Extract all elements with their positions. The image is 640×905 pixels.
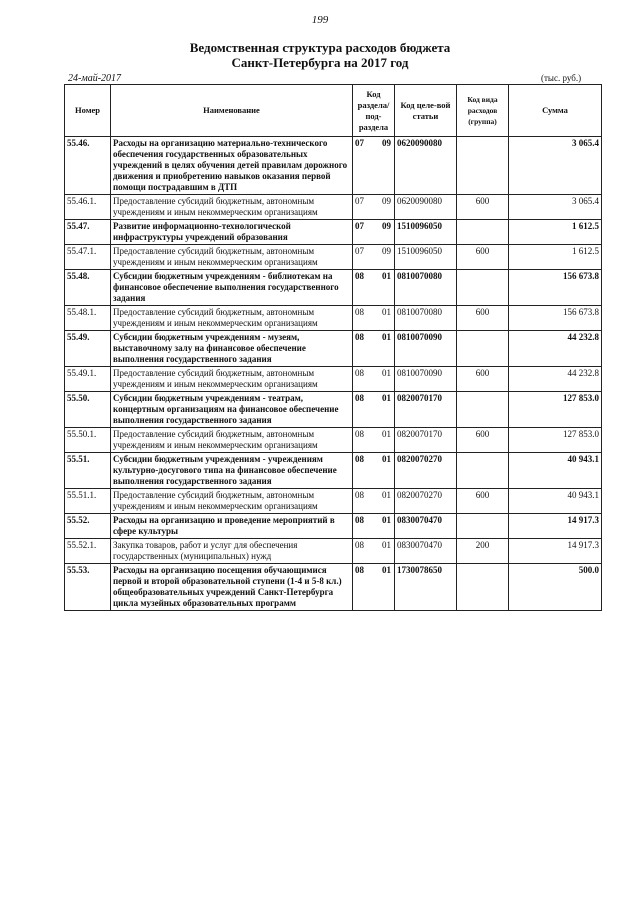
table-row bbox=[65, 367, 602, 392]
title-line-1: Ведомственная структура расходов бюджета bbox=[189, 40, 451, 55]
table-row bbox=[65, 514, 602, 539]
row-sum: 14 917.3 bbox=[509, 514, 602, 539]
table-row bbox=[65, 392, 602, 428]
row-expense-kind: 600 bbox=[457, 306, 509, 331]
row-expense-kind bbox=[457, 270, 509, 306]
row-number: 55.50. bbox=[65, 392, 111, 428]
row-number: 55.49.1. bbox=[65, 367, 111, 392]
row-name: Субсидии бюджетным учреждениям - учреждениям культурно-досугового типа на финансовое обеспечение выполнения государственного задания bbox=[111, 453, 353, 489]
row-number: 55.53. bbox=[65, 564, 111, 611]
row-number: 55.51. bbox=[65, 453, 111, 489]
row-sum: 14 917.3 bbox=[509, 539, 602, 564]
table-row bbox=[65, 245, 602, 270]
subsection-code: 01 bbox=[382, 565, 391, 575]
row-section-code bbox=[353, 367, 395, 392]
row-number: 55.46. bbox=[65, 137, 111, 195]
table-header-row bbox=[65, 85, 602, 137]
row-expense-kind bbox=[457, 392, 509, 428]
row-name: Предоставление субсидий бюджетным, автономным учреждениям и иным некоммерческим организациям bbox=[111, 245, 353, 270]
row-expense-kind: 600 bbox=[457, 428, 509, 453]
row-article-code: 0620090080 bbox=[395, 137, 457, 195]
row-section-code bbox=[353, 220, 395, 245]
row-article-code: 0820070170 bbox=[395, 392, 457, 428]
row-sum: 127 853.0 bbox=[509, 428, 602, 453]
row-number: 55.47. bbox=[65, 220, 111, 245]
section-code: 08 bbox=[355, 429, 364, 439]
row-expense-kind bbox=[457, 220, 509, 245]
table-row bbox=[65, 539, 602, 564]
row-sum: 127 853.0 bbox=[509, 392, 602, 428]
row-name: Расходы на организацию и проведение мероприятий в сфере культуры bbox=[111, 514, 353, 539]
row-expense-kind bbox=[457, 137, 509, 195]
row-name: Закупка товаров, работ и услуг для обеспечения государственных (муниципальных) нужд bbox=[111, 539, 353, 564]
row-name: Предоставление субсидий бюджетным, автономным учреждениям и иным некоммерческим организациям bbox=[111, 367, 353, 392]
header-article: Код целе-вой статьи bbox=[395, 85, 457, 137]
row-section-code bbox=[353, 489, 395, 514]
row-sum: 3 065.4 bbox=[509, 195, 602, 220]
row-article-code: 0820070270 bbox=[395, 489, 457, 514]
row-expense-kind bbox=[457, 514, 509, 539]
table-row bbox=[65, 331, 602, 367]
row-name: Субсидии бюджетным учреждениям - музеям, выставочному залу на финансовое обеспечение выполнения государственного задания bbox=[111, 331, 353, 367]
row-article-code: 0820070270 bbox=[395, 453, 457, 489]
subsection-code: 09 bbox=[382, 138, 391, 148]
subsection-code: 01 bbox=[382, 454, 391, 464]
section-code: 07 bbox=[355, 138, 364, 148]
section-code: 08 bbox=[355, 332, 364, 342]
row-article-code: 0830070470 bbox=[395, 514, 457, 539]
subsection-code: 01 bbox=[382, 271, 391, 281]
row-sum: 1 612.5 bbox=[509, 220, 602, 245]
header-number: Номер bbox=[65, 85, 111, 137]
row-section-code bbox=[353, 539, 395, 564]
row-expense-kind bbox=[457, 331, 509, 367]
row-number: 55.47.1. bbox=[65, 245, 111, 270]
row-sum: 156 673.8 bbox=[509, 270, 602, 306]
row-sum: 40 943.1 bbox=[509, 453, 602, 489]
row-sum: 40 943.1 bbox=[509, 489, 602, 514]
title-line-2: Санкт-Петербурга на 2017 год bbox=[231, 55, 409, 70]
section-code: 08 bbox=[355, 565, 364, 575]
subsection-code: 01 bbox=[382, 540, 391, 550]
table-row bbox=[65, 270, 602, 306]
row-number: 55.49. bbox=[65, 331, 111, 367]
row-section-code bbox=[353, 245, 395, 270]
subsection-code: 01 bbox=[382, 429, 391, 439]
table-row bbox=[65, 220, 602, 245]
row-expense-kind: 600 bbox=[457, 245, 509, 270]
header-section: Код раздела/ под-раздела bbox=[353, 85, 395, 137]
header-kind: Код вида расходов (группа) bbox=[457, 85, 509, 137]
subsection-code: 01 bbox=[382, 490, 391, 500]
row-number: 55.52.1. bbox=[65, 539, 111, 564]
subsection-code: 01 bbox=[382, 368, 391, 378]
row-name: Предоставление субсидий бюджетным, автономным учреждениям и иным некоммерческим организациям bbox=[111, 428, 353, 453]
row-section-code bbox=[353, 331, 395, 367]
document-date: 24-май-2017 bbox=[68, 73, 122, 84]
row-sum: 3 065.4 bbox=[509, 137, 602, 195]
table-row bbox=[65, 306, 602, 331]
subsection-code: 09 bbox=[382, 221, 391, 231]
section-code: 08 bbox=[355, 540, 364, 550]
table-row bbox=[65, 453, 602, 489]
row-expense-kind bbox=[457, 453, 509, 489]
row-expense-kind: 600 bbox=[457, 489, 509, 514]
row-article-code: 0810070090 bbox=[395, 367, 457, 392]
row-section-code bbox=[353, 392, 395, 428]
document-title bbox=[0, 40, 640, 70]
subsection-code: 01 bbox=[382, 393, 391, 403]
table-row bbox=[65, 489, 602, 514]
budget-table bbox=[64, 84, 602, 611]
table-body bbox=[65, 137, 602, 611]
section-code: 07 bbox=[355, 196, 364, 206]
row-sum: 156 673.8 bbox=[509, 306, 602, 331]
row-section-code bbox=[353, 195, 395, 220]
row-article-code: 0620090080 bbox=[395, 195, 457, 220]
subsection-code: 01 bbox=[382, 515, 391, 525]
row-sum: 1 612.5 bbox=[509, 245, 602, 270]
row-name: Расходы на организацию материально-технического обеспечения государственных образовательных учреждений в целях обучения детей правилам дорожного движения и приобретению навыков оказания первой помощи пострадавшим в ДТП bbox=[111, 137, 353, 195]
table-row bbox=[65, 428, 602, 453]
subsection-code: 01 bbox=[382, 307, 391, 317]
row-name: Расходы на организацию посещения обучающимися первой и второй образовательной ступени (1-4 и 5-8 кл.) общеобразовательных учреждений Санкт-Петербурга цикла музейных образовательных программ bbox=[111, 564, 353, 611]
row-sum: 44 232.8 bbox=[509, 331, 602, 367]
section-code: 08 bbox=[355, 368, 364, 378]
row-expense-kind: 600 bbox=[457, 195, 509, 220]
row-expense-kind: 600 bbox=[457, 367, 509, 392]
row-section-code bbox=[353, 453, 395, 489]
row-number: 55.48.1. bbox=[65, 306, 111, 331]
row-name: Предоставление субсидий бюджетным, автономным учреждениям и иным некоммерческим организациям bbox=[111, 195, 353, 220]
row-section-code bbox=[353, 514, 395, 539]
units-label: (тыс. руб.) bbox=[541, 73, 582, 83]
row-name: Субсидии бюджетным учреждениям - библиотекам на финансовое обеспечение выполнения государственного задания bbox=[111, 270, 353, 306]
table-row bbox=[65, 137, 602, 195]
row-article-code: 0830070470 bbox=[395, 539, 457, 564]
row-name: Субсидии бюджетным учреждениям - театрам, концертным организациям на финансовое обеспечение выполнения государственного задания bbox=[111, 392, 353, 428]
section-code: 08 bbox=[355, 515, 364, 525]
subsection-code: 09 bbox=[382, 246, 391, 256]
section-code: 08 bbox=[355, 454, 364, 464]
row-section-code bbox=[353, 306, 395, 331]
row-section-code bbox=[353, 564, 395, 611]
header-sum: Сумма bbox=[509, 85, 602, 137]
table-row bbox=[65, 195, 602, 220]
table-row bbox=[65, 564, 602, 611]
section-code: 07 bbox=[355, 221, 364, 231]
section-code: 08 bbox=[355, 490, 364, 500]
row-expense-kind bbox=[457, 564, 509, 611]
page-number: 199 bbox=[311, 14, 329, 26]
row-number: 55.51.1. bbox=[65, 489, 111, 514]
row-article-code: 1510096050 bbox=[395, 245, 457, 270]
row-article-code: 1510096050 bbox=[395, 220, 457, 245]
section-code: 07 bbox=[355, 246, 364, 256]
section-code: 08 bbox=[355, 393, 364, 403]
row-section-code bbox=[353, 428, 395, 453]
row-name: Предоставление субсидий бюджетным, автономным учреждениям и иным некоммерческим организациям bbox=[111, 489, 353, 514]
section-code: 08 bbox=[355, 307, 364, 317]
row-article-code: 0810070080 bbox=[395, 270, 457, 306]
section-code: 08 bbox=[355, 271, 364, 281]
subsection-code: 09 bbox=[382, 196, 391, 206]
row-sum: 44 232.8 bbox=[509, 367, 602, 392]
row-number: 55.48. bbox=[65, 270, 111, 306]
header-name: Наименование bbox=[111, 85, 353, 137]
row-article-code: 0820070170 bbox=[395, 428, 457, 453]
row-number: 55.52. bbox=[65, 514, 111, 539]
row-article-code: 0810070090 bbox=[395, 331, 457, 367]
row-article-code: 0810070080 bbox=[395, 306, 457, 331]
row-number: 55.50.1. bbox=[65, 428, 111, 453]
subsection-code: 01 bbox=[382, 332, 391, 342]
row-name: Предоставление субсидий бюджетным, автономным учреждениям и иным некоммерческим организациям bbox=[111, 306, 353, 331]
row-article-code: 1730078650 bbox=[395, 564, 457, 611]
row-sum: 500.0 bbox=[509, 564, 602, 611]
row-expense-kind: 200 bbox=[457, 539, 509, 564]
row-section-code bbox=[353, 137, 395, 195]
row-number: 55.46.1. bbox=[65, 195, 111, 220]
row-name: Развитие информационно-технологической инфраструктуры учреждений образования bbox=[111, 220, 353, 245]
row-section-code bbox=[353, 270, 395, 306]
